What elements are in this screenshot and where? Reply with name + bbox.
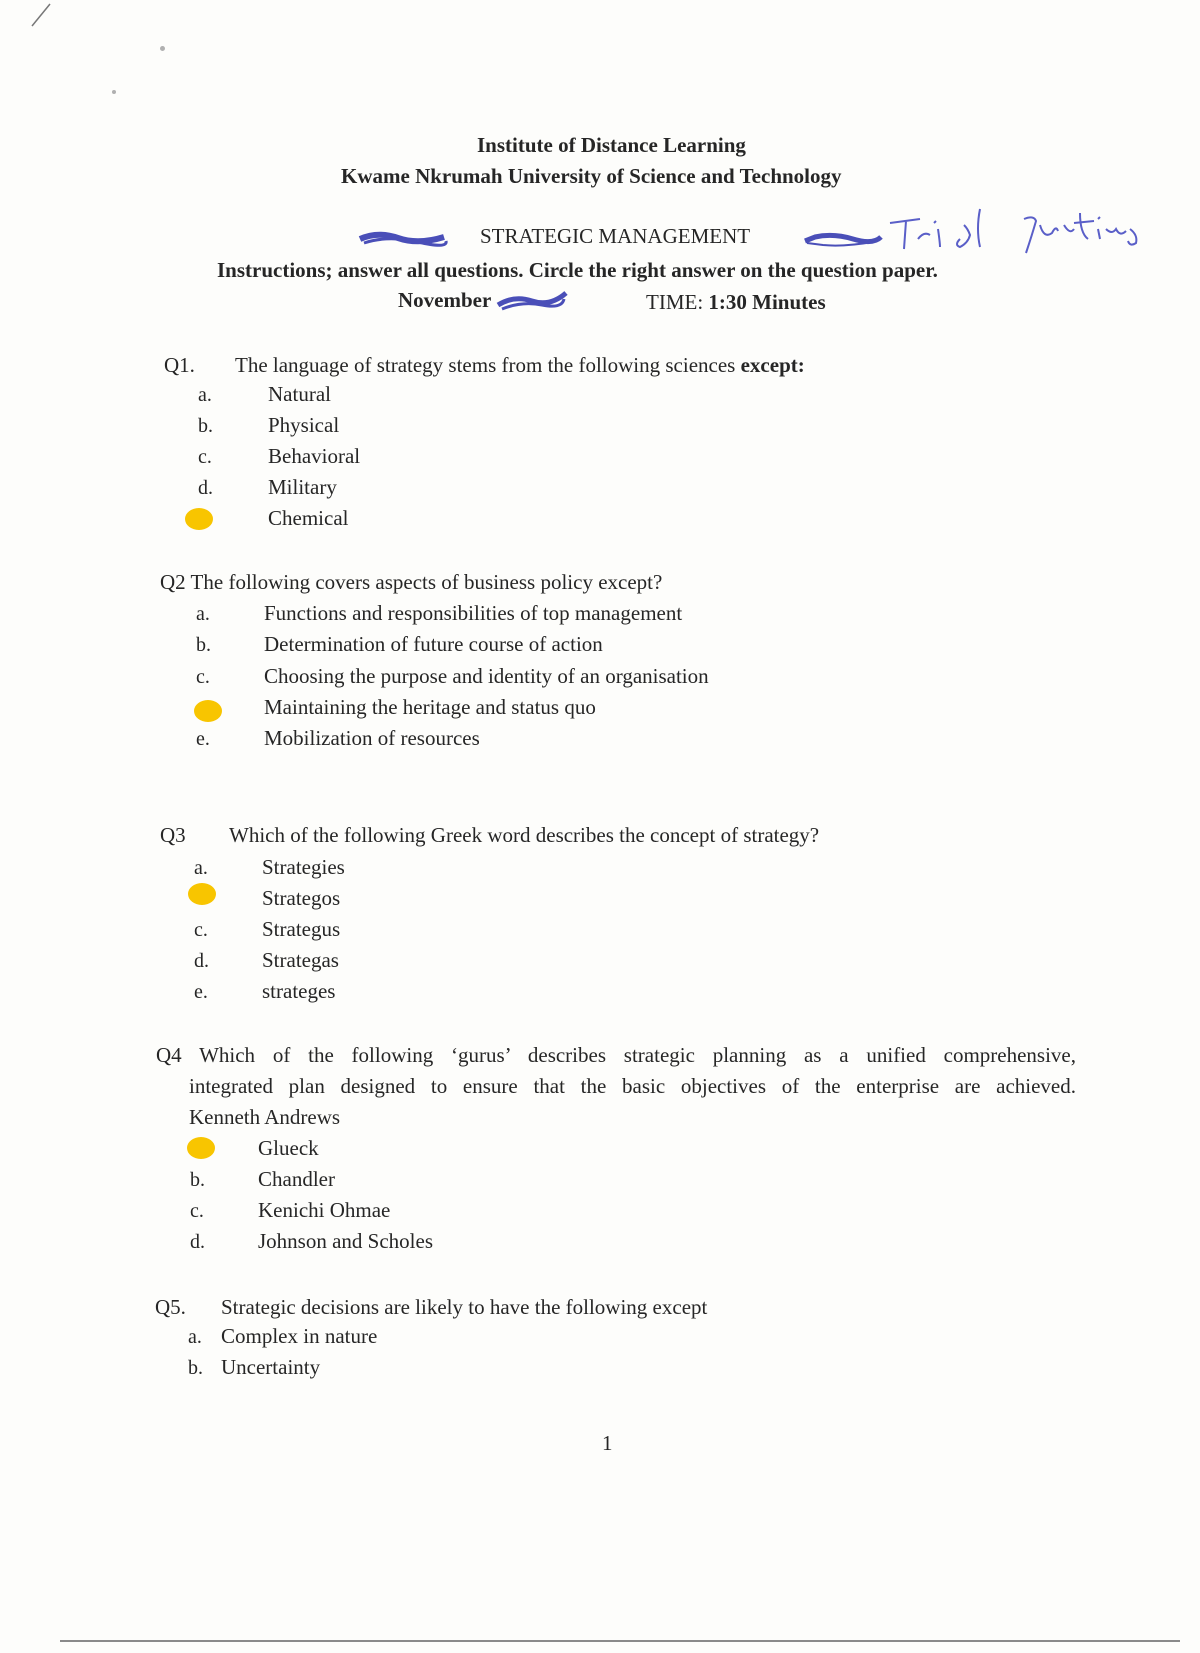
q2-option-e-letter: e. [196,728,210,750]
question-2-text: The following covers aspects of business policy except? [190,570,663,594]
q3-option-b[interactable]: Strategos [262,886,341,910]
q2-option-a[interactable]: Functions and responsibilities of top management [264,601,683,625]
q1-option-b[interactable]: Physical [268,413,340,437]
handwritten-note [884,205,1150,255]
q2-option-c-letter: c. [196,666,210,688]
q5-option-b-letter: b. [188,1357,203,1379]
q4-option-b-letter: b. [190,1169,205,1191]
q3-option-e[interactable]: strateges [262,979,336,1003]
scan-speck [160,46,165,51]
q4-option-d-letter: d. [190,1231,205,1253]
q1-option-c-letter: c. [198,446,212,468]
question-4-line-2: integrated plan designed to ensure that the basic objectives of the enterprise are achieved. [189,1074,1076,1098]
q3-option-a[interactable]: Strategies [262,855,345,879]
q3-option-d[interactable]: Strategas [262,948,339,972]
university-name: Kwame Nkrumah University of Science and Technology [341,164,842,188]
question-4-text-1: Which of the following ‘gurus’ describes strategic planning as a unified comprehensive, [199,1043,1076,1067]
time-label: TIME: [646,290,704,314]
q4-option-c-letter: c. [190,1200,204,1222]
instructions: Instructions; answer all questions. Circle the right answer on the question paper. [217,258,938,282]
question-1-stem: The language of strategy stems from the following sciences [235,353,736,377]
question-5-text: Strategic decisions are likely to have the following except [221,1295,708,1319]
scribbled-out-year [496,287,568,313]
q1-option-d-letter: d. [198,477,213,499]
q2-option-c[interactable]: Choosing the purpose and identity of an organisation [264,664,709,688]
q1-option-a-letter: a. [198,384,212,406]
scan-speck [112,90,116,94]
q4-option-b[interactable]: Chandler [258,1167,335,1191]
q4-answer-highlight [187,1137,215,1159]
question-1-number: Q1. [164,353,195,377]
question-4-line-3: Kenneth Andrews [189,1105,341,1129]
q5-option-a-letter: a. [188,1326,202,1348]
q1-option-a[interactable]: Natural [268,382,331,406]
q2-answer-highlight [194,700,222,722]
date-month: November [398,288,492,312]
q1-option-e[interactable]: Chemical [268,506,349,530]
corner-mark [30,2,54,28]
question-2 [160,570,662,595]
q3-option-c-letter: c. [194,919,208,941]
exam-date [398,288,491,313]
q2-option-b-letter: b. [196,634,211,656]
q1-option-c[interactable]: Behavioral [268,444,361,468]
question-1-text [235,353,805,378]
q2-option-e[interactable]: Mobilization of resources [264,726,480,750]
q3-option-d-letter: d. [194,950,209,972]
q4-option-a[interactable]: Glueck [258,1136,319,1160]
scribbled-out-word [358,229,448,249]
question-4-number: Q4 [156,1043,182,1067]
q1-option-d[interactable]: Military [268,475,337,499]
q5-option-a[interactable]: Complex in nature [221,1324,378,1348]
q4-option-d[interactable]: Johnson and Scholes [258,1229,433,1253]
question-3-text: Which of the following Greek word describes the concept of strategy? [229,823,820,847]
q1-answer-highlight [185,508,213,530]
q2-option-b[interactable]: Determination of future course of action [264,632,603,656]
question-3-number: Q3 [160,823,186,847]
bottom-edge-line [60,1640,1180,1642]
question-1-emphasis: except: [740,353,805,377]
q3-option-e-letter: e. [194,981,208,1003]
q1-option-b-letter: b. [198,415,213,437]
q3-option-a-letter: a. [194,857,208,879]
subject-title: STRATEGIC MANAGEMENT [480,224,751,248]
question-4-line-1 [156,1043,1076,1068]
q3-option-c[interactable]: Strategus [262,917,341,941]
q2-option-d[interactable]: Maintaining the heritage and status quo [264,695,596,719]
q4-option-c[interactable]: Kenichi Ohmae [258,1198,391,1222]
question-2-number: Q2 [160,570,186,594]
institute-name: Institute of Distance Learning [477,133,746,157]
q2-option-a-letter: a. [196,603,210,625]
scribbled-out-quiz [803,231,883,251]
q5-option-b[interactable]: Uncertainty [221,1355,321,1379]
exam-time [646,290,826,315]
time-value: 1:30 Minutes [708,290,826,314]
q3-answer-highlight [188,883,216,905]
page-number: 1 [602,1431,613,1455]
question-5-number: Q5. [155,1295,186,1319]
